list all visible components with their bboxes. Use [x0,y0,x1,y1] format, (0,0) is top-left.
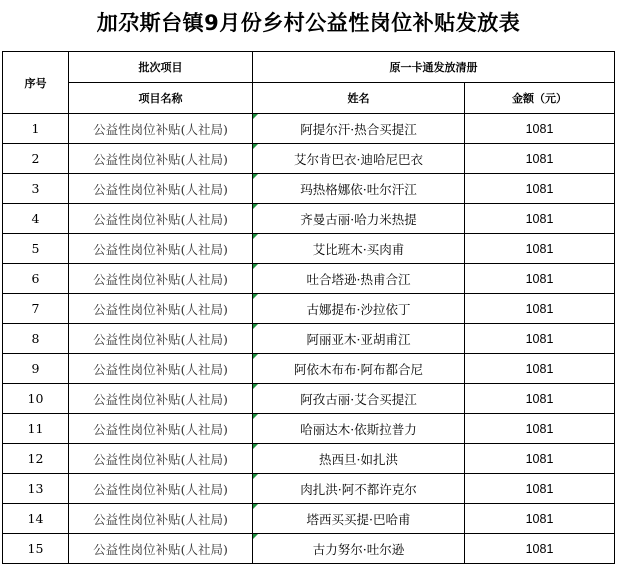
name-cell: 古娜提布·沙拉依丁 [253,294,465,324]
table-row [3,174,615,204]
project-cell: 公益性岗位补贴(人社局) [69,444,253,474]
seq-cell: 2 [3,144,69,174]
project-cell: 公益性岗位补贴(人社局) [69,174,253,204]
name-cell: 阿孜古丽·艾合买提江 [253,384,465,414]
table-row [3,144,615,174]
amount-cell: 1081 [465,114,615,144]
amount-cell: 1081 [465,504,615,534]
header-card-list: 原一卡通发放清册 [253,52,615,83]
name-cell: 艾尔肯巴衣·迪哈尼巴衣 [253,144,465,174]
table-body [3,114,615,564]
table-row [3,534,615,564]
project-cell: 公益性岗位补贴(人社局) [69,384,253,414]
project-cell: 公益性岗位补贴(人社局) [69,324,253,354]
name-cell: 阿丽亚木·亚胡甫江 [253,324,465,354]
name-cell: 塔西买买提·巴哈甫 [253,504,465,534]
page-title: 加尕斯台镇9月份乡村公益性岗位补贴发放表 [96,11,521,35]
table-row [3,264,615,294]
table-row [3,324,615,354]
amount-cell: 1081 [465,264,615,294]
table-row [3,234,615,264]
project-cell: 公益性岗位补贴(人社局) [69,114,253,144]
seq-cell: 11 [3,414,69,444]
name-cell: 阿依木布布·阿布都合尼 [253,354,465,384]
amount-cell: 1081 [465,294,615,324]
table-row [3,444,615,474]
project-cell: 公益性岗位补贴(人社局) [69,204,253,234]
project-cell: 公益性岗位补贴(人社局) [69,294,253,324]
amount-cell: 1081 [465,174,615,204]
table-row [3,114,615,144]
table-row [3,504,615,534]
project-cell: 公益性岗位补贴(人社局) [69,534,253,564]
amount-cell: 1081 [465,144,615,174]
name-cell: 吐合塔逊·热甫合江 [253,264,465,294]
seq-cell: 1 [3,114,69,144]
table-row [3,474,615,504]
header-row-1 [3,52,615,83]
seq-cell: 5 [3,234,69,264]
amount-cell: 1081 [465,384,615,414]
name-cell: 玛热格娜依·吐尔汗江 [253,174,465,204]
name-cell: 艾比班木·买肉甫 [253,234,465,264]
seq-cell: 4 [3,204,69,234]
project-cell: 公益性岗位补贴(人社局) [69,144,253,174]
table-row [3,384,615,414]
amount-cell: 1081 [465,534,615,564]
seq-cell: 15 [3,534,69,564]
project-cell: 公益性岗位补贴(人社局) [69,354,253,384]
seq-cell: 12 [3,444,69,474]
subsidy-table [2,51,615,564]
seq-cell: 14 [3,504,69,534]
project-cell: 公益性岗位补贴(人社局) [69,474,253,504]
header-name: 姓名 [253,83,465,114]
amount-cell: 1081 [465,354,615,384]
amount-cell: 1081 [465,324,615,354]
header-amount: 金额（元） [465,83,615,114]
amount-cell: 1081 [465,474,615,504]
project-cell: 公益性岗位补贴(人社局) [69,414,253,444]
seq-cell: 7 [3,294,69,324]
project-cell: 公益性岗位补贴(人社局) [69,234,253,264]
name-cell: 哈丽达木·依斯拉普力 [253,414,465,444]
name-cell: 齐曼古丽·哈力米热提 [253,204,465,234]
seq-cell: 13 [3,474,69,504]
amount-cell: 1081 [465,234,615,264]
name-cell: 古力努尔·吐尔逊 [253,534,465,564]
header-row-2 [3,83,615,114]
seq-cell: 8 [3,324,69,354]
header-seq: 序号 [3,52,69,114]
table-row [3,294,615,324]
seq-cell: 6 [3,264,69,294]
seq-cell: 9 [3,354,69,384]
amount-cell: 1081 [465,204,615,234]
seq-cell: 3 [3,174,69,204]
table-row [3,414,615,444]
table-row [3,354,615,384]
header-batch-project: 批次项目 [69,52,253,83]
amount-cell: 1081 [465,414,615,444]
name-cell: 肉扎洪·阿不都许克尔 [253,474,465,504]
amount-cell: 1081 [465,444,615,474]
name-cell: 热西旦·如扎洪 [253,444,465,474]
project-cell: 公益性岗位补贴(人社局) [69,264,253,294]
table-row [3,204,615,234]
seq-cell: 10 [3,384,69,414]
name-cell: 阿提尔汗·热合买提江 [253,114,465,144]
header-project-name: 项目名称 [69,83,253,114]
project-cell: 公益性岗位补贴(人社局) [69,504,253,534]
